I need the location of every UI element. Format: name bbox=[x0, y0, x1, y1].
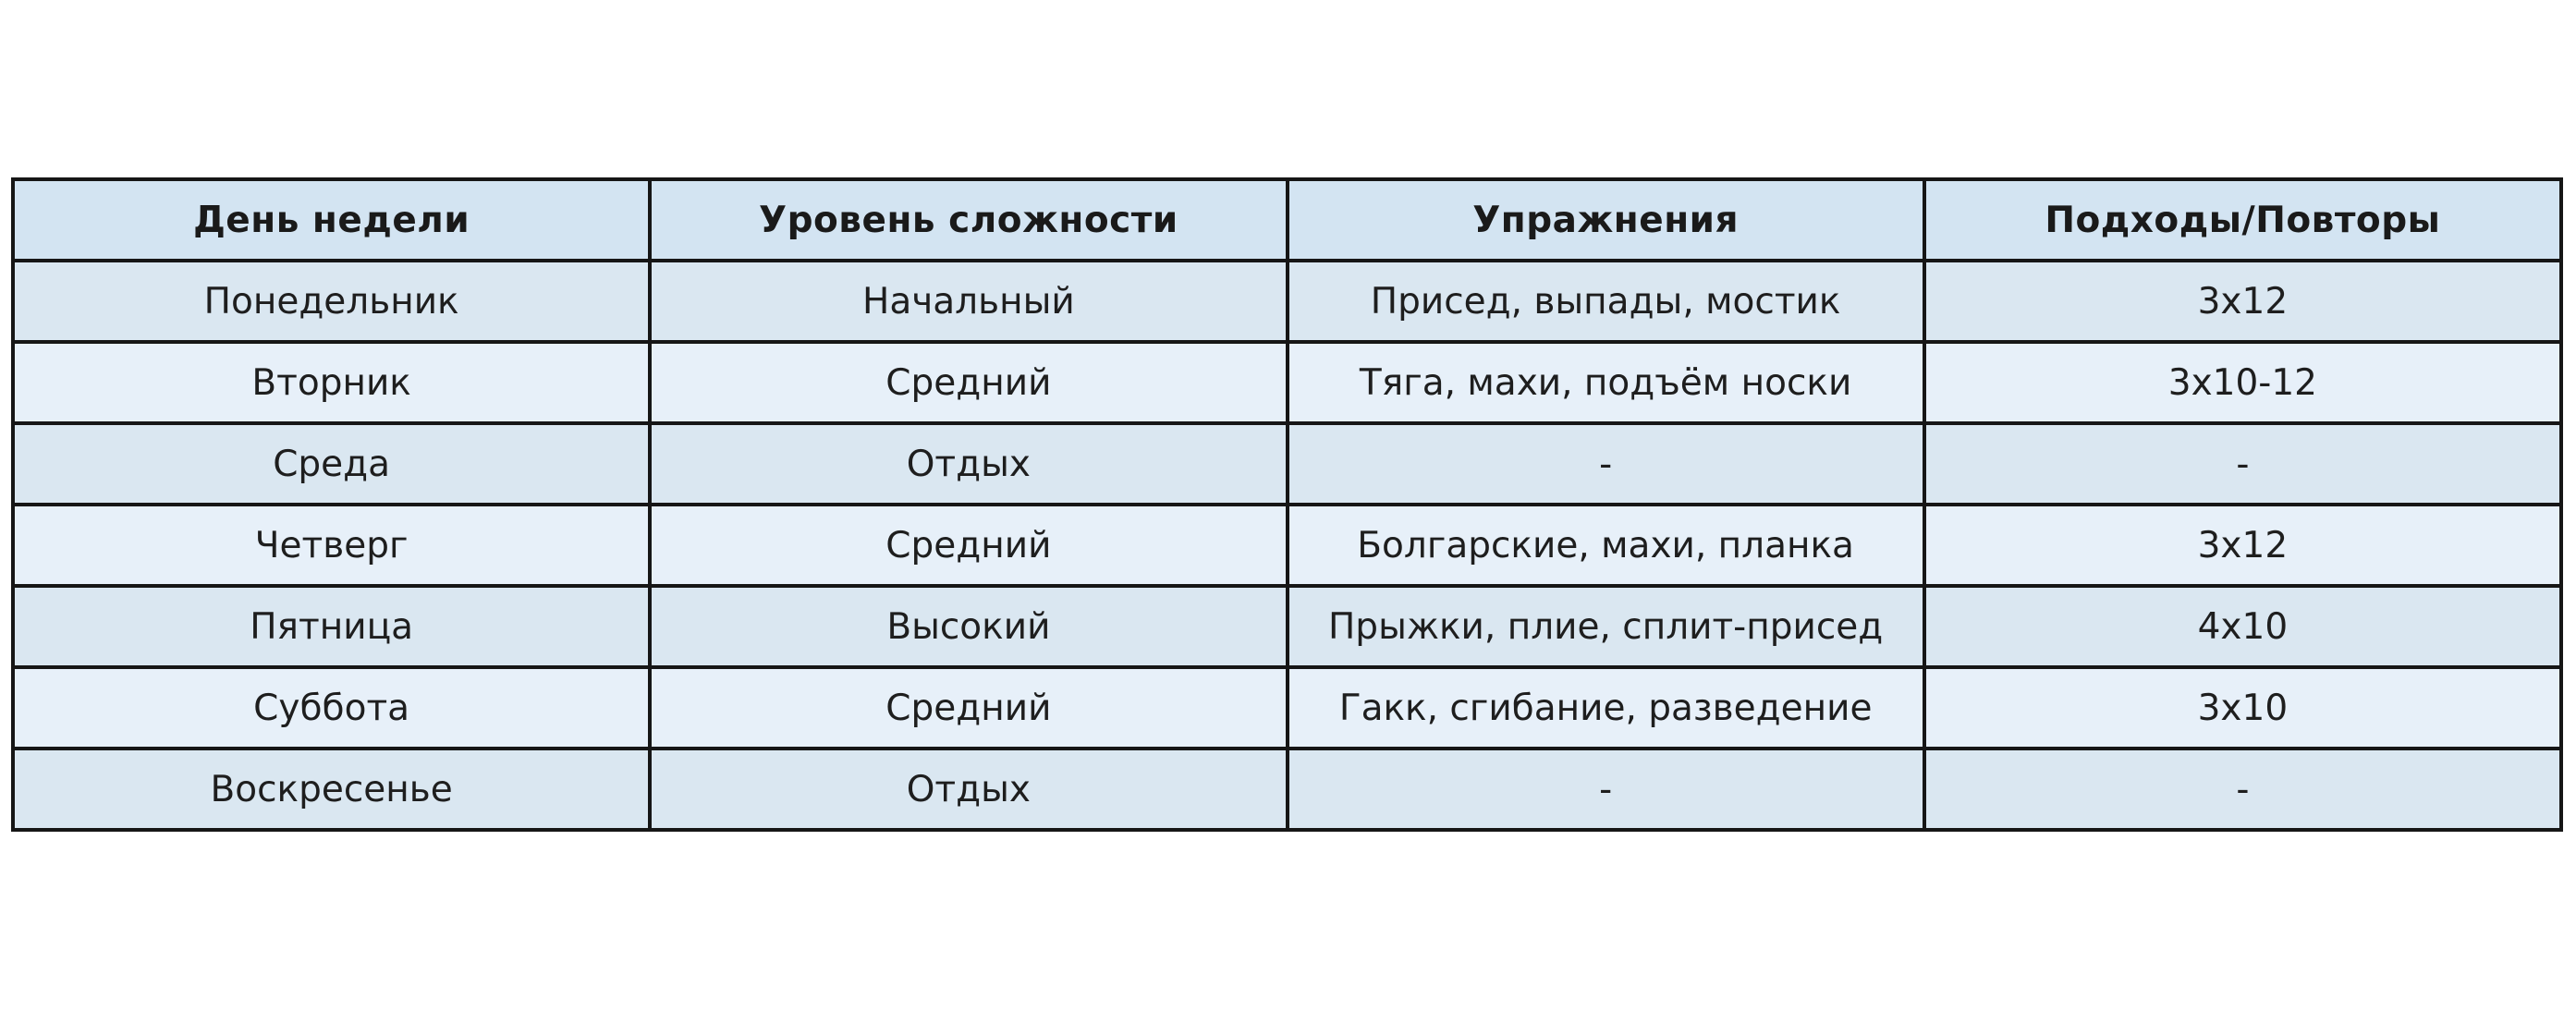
cell-exercises: - bbox=[1288, 749, 1924, 830]
cell-sets-reps: - bbox=[1924, 423, 2561, 505]
header-exercises: Упражнения bbox=[1288, 179, 1924, 261]
cell-exercises: Прыжки, плие, сплит-присед bbox=[1288, 586, 1924, 667]
table-row bbox=[13, 423, 2561, 505]
header-row bbox=[13, 179, 2561, 261]
cell-sets-reps: 3x12 bbox=[1924, 261, 2561, 342]
cell-difficulty: Средний bbox=[650, 342, 1287, 423]
cell-day: Вторник bbox=[13, 342, 650, 423]
workout-schedule-table-wrapper bbox=[11, 177, 2563, 832]
cell-difficulty: Начальный bbox=[650, 261, 1287, 342]
cell-sets-reps: 3x10-12 bbox=[1924, 342, 2561, 423]
cell-difficulty: Отдых bbox=[650, 749, 1287, 830]
header-sets-reps: Подходы/Повторы bbox=[1924, 179, 2561, 261]
table-row bbox=[13, 505, 2561, 586]
table-row bbox=[13, 667, 2561, 749]
cell-day: Воскресенье bbox=[13, 749, 650, 830]
cell-day: Понедельник bbox=[13, 261, 650, 342]
cell-sets-reps: 3x10 bbox=[1924, 667, 2561, 749]
table-header bbox=[13, 179, 2561, 261]
header-day: День недели bbox=[13, 179, 650, 261]
cell-exercises: - bbox=[1288, 423, 1924, 505]
cell-sets-reps: - bbox=[1924, 749, 2561, 830]
table-row bbox=[13, 586, 2561, 667]
workout-schedule-table bbox=[11, 177, 2563, 832]
cell-sets-reps: 4x10 bbox=[1924, 586, 2561, 667]
table-body bbox=[13, 261, 2561, 830]
cell-difficulty: Отдых bbox=[650, 423, 1287, 505]
table-row bbox=[13, 342, 2561, 423]
cell-exercises: Тяга, махи, подъём носки bbox=[1288, 342, 1924, 423]
cell-day: Суббота bbox=[13, 667, 650, 749]
cell-exercises: Присед, выпады, мостик bbox=[1288, 261, 1924, 342]
cell-day: Среда bbox=[13, 423, 650, 505]
cell-day: Пятница bbox=[13, 586, 650, 667]
cell-difficulty: Средний bbox=[650, 667, 1287, 749]
header-difficulty: Уровень сложности bbox=[650, 179, 1287, 261]
table-row bbox=[13, 749, 2561, 830]
cell-exercises: Гакк, сгибание, разведение bbox=[1288, 667, 1924, 749]
cell-day: Четверг bbox=[13, 505, 650, 586]
cell-sets-reps: 3x12 bbox=[1924, 505, 2561, 586]
cell-difficulty: Средний bbox=[650, 505, 1287, 586]
table-row bbox=[13, 261, 2561, 342]
cell-difficulty: Высокий bbox=[650, 586, 1287, 667]
cell-exercises: Болгарские, махи, планка bbox=[1288, 505, 1924, 586]
